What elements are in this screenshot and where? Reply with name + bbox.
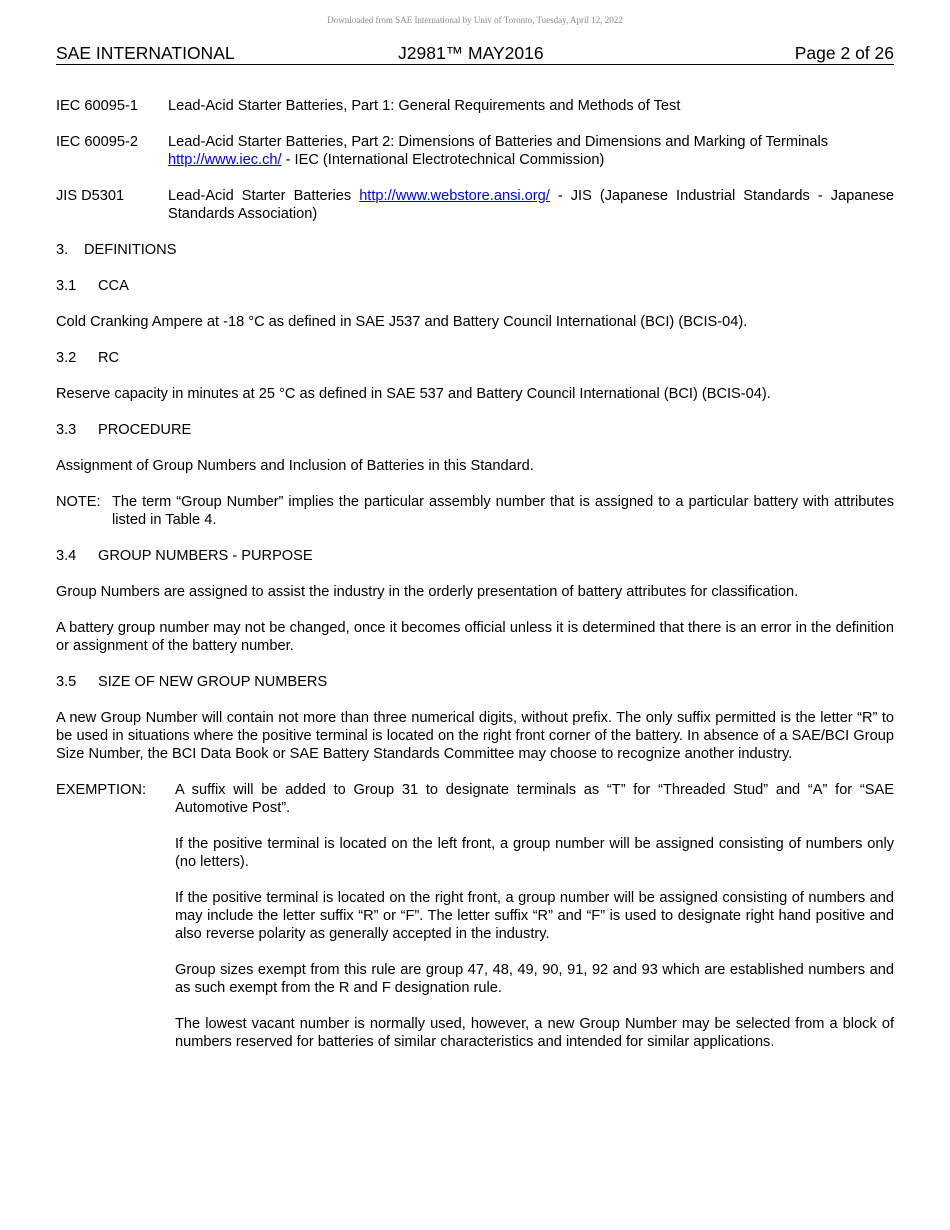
note-text: The term “Group Number” implies the particular assembly number that is assigned to a particular battery with attributes listed in Table 4. [112, 494, 894, 528]
reference-org: - IEC (International Electrotechnical Commission) [281, 152, 605, 168]
section-heading-3-4 [56, 547, 894, 565]
exemption-paragraph: If the positive terminal is located on the right front, a group number will be assigned consisting of numbers and may include the letter suffix “R” or “F”. The letter suffix “R” and “F” is used to designate right hand positive and also reverse polarity as generally accepted in the industry. [175, 890, 894, 942]
section-title: CCA [98, 278, 129, 294]
section-title: GROUP NUMBERS - PURPOSE [98, 548, 313, 564]
section-heading-3-3 [56, 421, 894, 439]
rc-definition: Reserve capacity in minutes at 25 °C as defined in SAE 537 and Battery Council International (BCI) (BCIS-04). [56, 386, 771, 402]
reference-iec-60095-2 [56, 133, 894, 169]
header-document-id: J2981™ MAY2016 [398, 43, 544, 63]
section-number: 3.4 [56, 548, 77, 564]
procedure-note [56, 493, 894, 529]
size-paragraph: A new Group Number will contain not more than three numerical digits, without prefix. The only suffix permitted is the letter “R” to be used in situations where the positive terminal is located on the right front corner of the battery. In absence of a SAE/BCI Group Size Number, the BCI Data Book or SAE Battery Standards Committee may choose to recognize another industry. [56, 710, 894, 762]
section-number: 3.5 [56, 674, 77, 690]
section-number: 3. [56, 242, 69, 258]
reference-jis-d5301 [56, 187, 894, 223]
page-header [56, 43, 894, 65]
exemption-paragraph: The lowest vacant number is normally used, however, a new Group Number may be selected from a block of numbers reserved for batteries of similar characteristics and intended for similar applications. [175, 1016, 894, 1050]
exemption-paragraph: If the positive terminal is located on the left front, a group number will be assigned consisting of numbers only (no letters). [175, 836, 894, 870]
cca-definition: Cold Cranking Ampere at -18 °C as defined in SAE J537 and Battery Council International (BCI) (BCIS-04). [56, 314, 748, 330]
reference-code: JIS D5301 [56, 188, 125, 204]
ansi-webstore-link[interactable]: http://www.webstore.ansi.org/ [359, 188, 550, 204]
document-body [56, 97, 894, 1069]
reference-description [168, 187, 894, 223]
header-page-number: Page 2 of 26 [794, 43, 894, 63]
note-label: NOTE: [56, 494, 101, 510]
section-title: RC [98, 350, 120, 366]
exemption-paragraph: A suffix will be added to Group 31 to designate terminals as “T” for “Threaded Stud” and “A” for “SAE Automotive Post”. [175, 782, 894, 816]
reference-iec-60095-1 [56, 97, 894, 115]
header-organization: SAE INTERNATIONAL [56, 43, 235, 63]
reference-title: Lead-Acid Starter Batteries [168, 188, 360, 204]
iec-link[interactable]: http://www.iec.ch/ [168, 152, 282, 168]
reference-code: IEC 60095-2 [56, 134, 138, 150]
exemption-block [56, 781, 894, 1069]
reference-code: IEC 60095-1 [56, 98, 138, 114]
section-title: PROCEDURE [98, 422, 192, 438]
section-number: 3.1 [56, 278, 77, 294]
section-heading-3-2 [56, 349, 894, 367]
section-heading-3-1 [56, 277, 894, 295]
section-title: SIZE OF NEW GROUP NUMBERS [98, 674, 328, 690]
section-heading-3 [56, 241, 894, 259]
purpose-paragraph-1: Group Numbers are assigned to assist the industry in the orderly presentation of battery attributes for classification. [56, 584, 799, 600]
exemption-body [175, 781, 894, 1069]
download-watermark: Downloaded from SAE International by Univ of Toronto, Tuesday, April 12, 2022 [327, 15, 623, 25]
section-number: 3.3 [56, 422, 77, 438]
reference-title: Lead-Acid Starter Batteries, Part 2: Dimensions of Batteries and Dimensions and Marking of Terminals [168, 134, 828, 150]
section-number: 3.2 [56, 350, 77, 366]
exemption-label: EXEMPTION: [56, 782, 147, 798]
reference-description: Lead-Acid Starter Batteries, Part 1: General Requirements and Methods of Test [168, 98, 681, 114]
section-heading-3-5 [56, 673, 894, 691]
reference-description [168, 133, 894, 169]
section-title: DEFINITIONS [84, 242, 177, 258]
reference-org: - JIS (Japanese Industrial Standards - Japanese Standards Association) [168, 188, 895, 222]
exemption-paragraph: Group sizes exempt from this rule are group 47, 48, 49, 90, 91, 92 and 93 which are established numbers and as such exempt from the R and F designation rule. [175, 962, 894, 996]
procedure-text: Assignment of Group Numbers and Inclusion of Batteries in this Standard. [56, 458, 534, 474]
purpose-paragraph-2: A battery group number may not be changed, once it becomes official unless it is determined that there is an error in the definition or assignment of the battery number. [56, 620, 894, 654]
